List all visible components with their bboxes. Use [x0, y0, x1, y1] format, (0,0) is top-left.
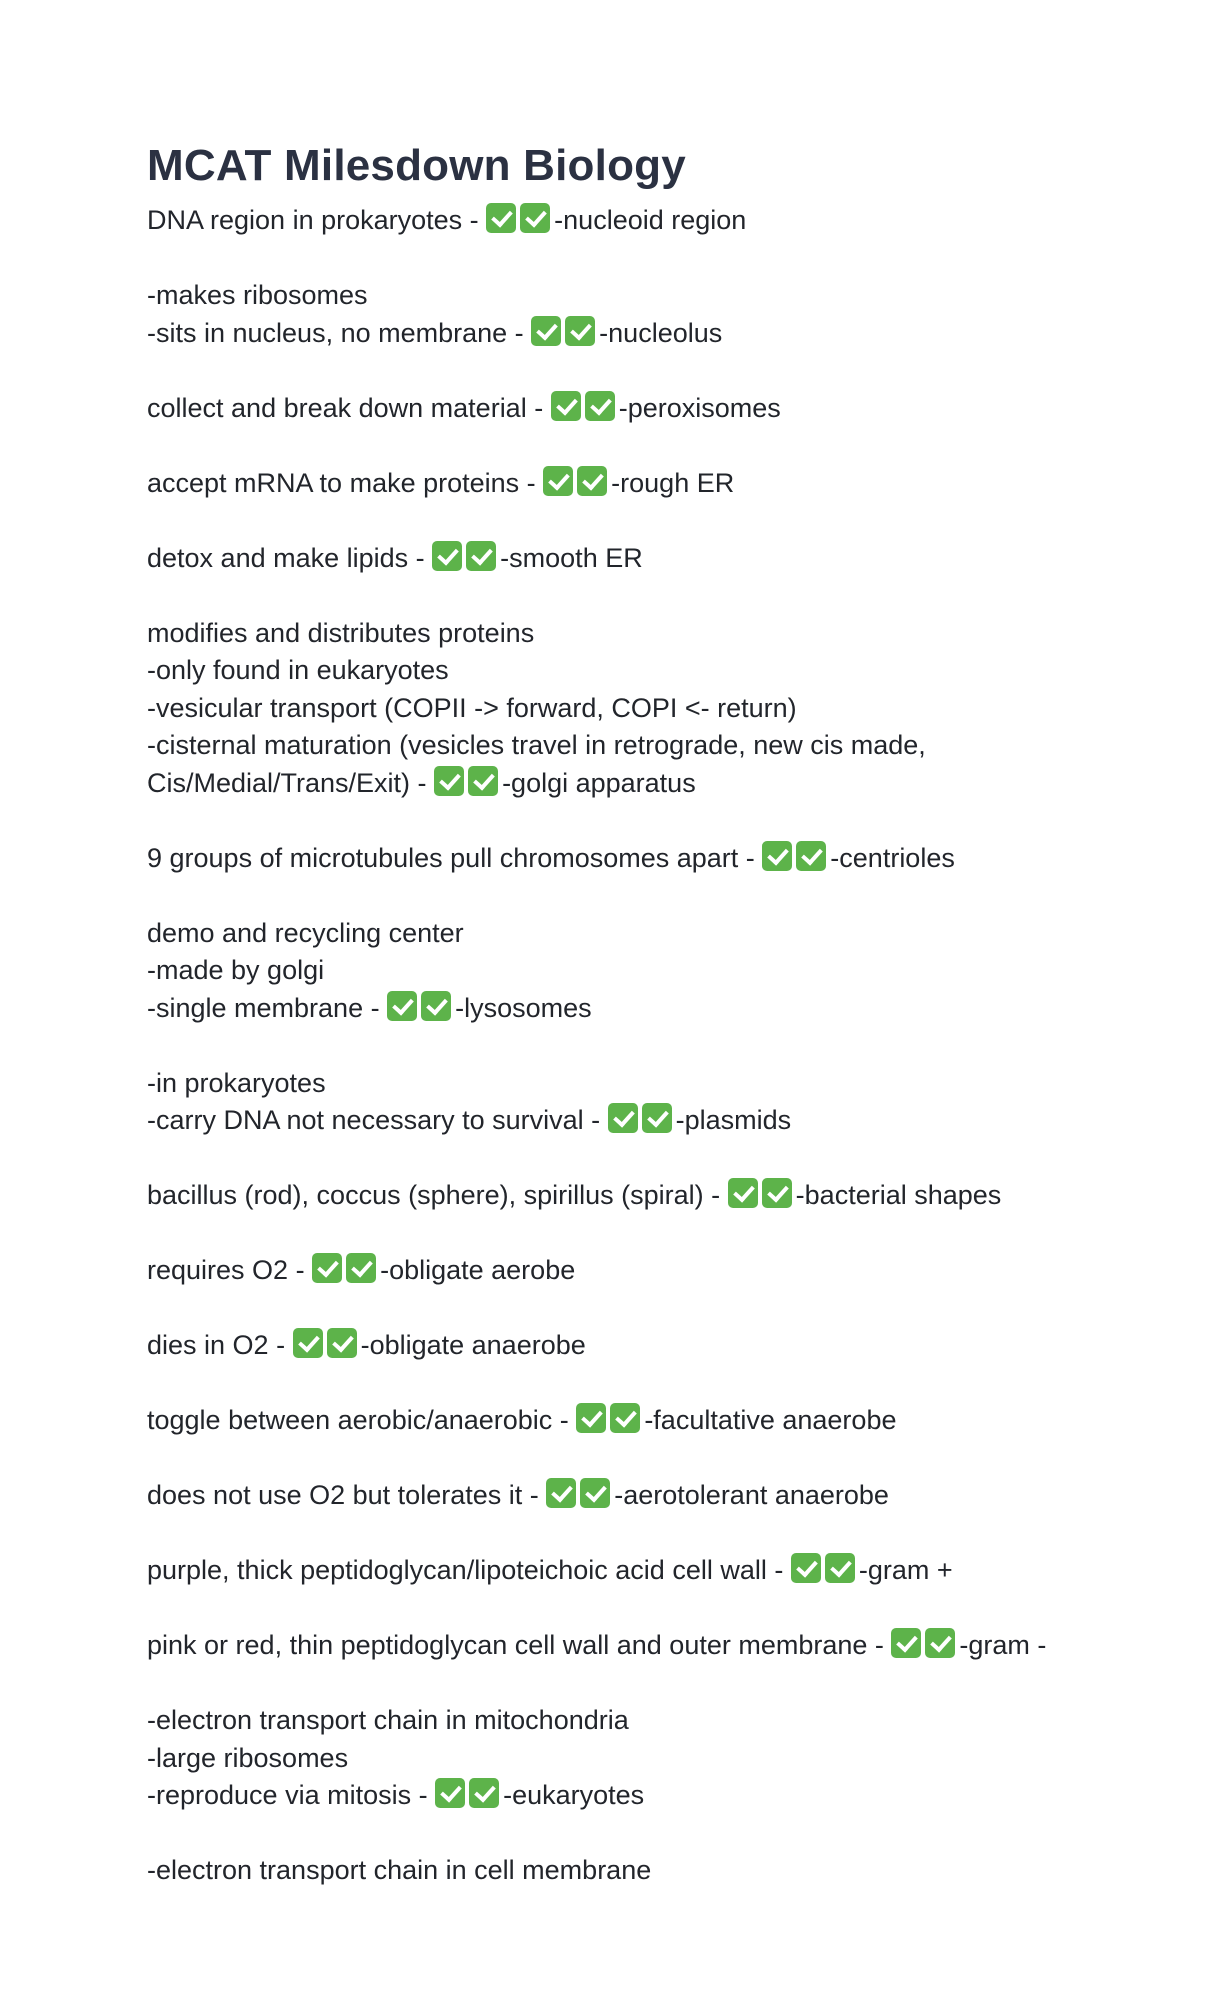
- flashcard: [147, 277, 1147, 352]
- check-mark-button-icon: [576, 1403, 606, 1433]
- flashcard-answer: -lysosomes: [455, 992, 592, 1023]
- flashcard-answer: -obligate anaerobe: [360, 1330, 586, 1360]
- flashcard: [147, 1627, 1147, 1665]
- flashcard-answer: -nucleoid region: [554, 205, 747, 235]
- check-mark-button-icon: [585, 391, 615, 421]
- flashcard-prompt: detox and make lipids -: [147, 542, 425, 573]
- check-marks: [551, 390, 619, 428]
- flashcard-final-line: [147, 465, 1147, 503]
- check-mark-button-icon: [293, 1328, 323, 1358]
- check-mark-button-icon: [434, 766, 464, 796]
- flashcard: [147, 1252, 1147, 1290]
- check-marks: [435, 1777, 503, 1815]
- flashcard-term-line: -in prokaryotes: [147, 1067, 326, 1098]
- flashcard-list: [147, 202, 1147, 1890]
- check-marks: [576, 1402, 644, 1440]
- flashcard-term-line: -vesicular transport (COPII -> forward, COPI <- return): [147, 692, 797, 723]
- flashcard-final-line: [147, 390, 1147, 428]
- check-marks: [486, 202, 554, 240]
- check-marks: [543, 465, 611, 503]
- flashcard: [147, 465, 1147, 503]
- check-mark-button-icon: [468, 766, 498, 796]
- flashcard-prompt: Cis/Medial/Trans/Exit) -: [147, 767, 427, 798]
- flashcard: [147, 202, 1147, 240]
- flashcard-answer: -golgi apparatus: [502, 767, 696, 798]
- flashcard-answer: -centrioles: [830, 842, 955, 873]
- check-mark-button-icon: [469, 1778, 499, 1808]
- flashcard: [147, 1177, 1147, 1215]
- check-mark-button-icon: [565, 316, 595, 346]
- flashcard-final-line: [147, 1252, 1147, 1290]
- check-mark-button-icon: [825, 1553, 855, 1583]
- check-mark-button-icon: [432, 541, 462, 571]
- flashcard-final-line: [147, 1177, 1147, 1215]
- check-marks: [728, 1177, 796, 1215]
- flashcard-term-line: -made by golgi: [147, 955, 325, 985]
- flashcard-final-line: [147, 1327, 1147, 1365]
- check-mark-button-icon: [577, 466, 607, 496]
- check-mark-button-icon: [466, 541, 496, 571]
- flashcard-prompt: does not use O2 but tolerates it -: [147, 1480, 539, 1510]
- check-marks: [293, 1327, 361, 1365]
- flashcard-answer: -obligate aerobe: [380, 1255, 576, 1285]
- flashcard-final-line: [147, 202, 1147, 240]
- check-mark-button-icon: [546, 1478, 576, 1508]
- flashcard-answer: -aerotolerant anaerobe: [614, 1480, 889, 1510]
- flashcard: [147, 1327, 1147, 1365]
- flashcard-prompt: dies in O2 -: [147, 1330, 286, 1360]
- check-mark-button-icon: [551, 391, 581, 421]
- check-mark-button-icon: [312, 1253, 342, 1283]
- flashcard-final-line: [147, 1477, 1147, 1515]
- check-mark-button-icon: [435, 1778, 465, 1808]
- check-mark-button-icon: [642, 1103, 672, 1133]
- document-page: [147, 140, 1147, 1927]
- flashcard-final-line: [147, 1852, 1147, 1890]
- check-mark-button-icon: [387, 991, 417, 1021]
- check-marks: [432, 540, 500, 578]
- flashcard-prompt: 9 groups of microtubules pull chromosomes apart -: [147, 842, 755, 873]
- flashcard: [147, 915, 1147, 1028]
- check-mark-button-icon: [486, 203, 516, 233]
- flashcard: [147, 390, 1147, 428]
- flashcard: [147, 1552, 1147, 1590]
- flashcard-answer: -bacterial shapes: [795, 1180, 1002, 1210]
- flashcard-answer: -gram -: [959, 1630, 1047, 1660]
- check-mark-button-icon: [421, 991, 451, 1021]
- flashcard-final-line: [147, 990, 1147, 1028]
- check-mark-button-icon: [580, 1478, 610, 1508]
- check-mark-button-icon: [608, 1103, 638, 1133]
- flashcard-prompt: requires O2 -: [147, 1255, 305, 1285]
- flashcard-term-line: -cisternal maturation (vesicles travel in retrograde, new cis made,: [147, 730, 926, 760]
- flashcard-final-line: [147, 840, 1147, 878]
- check-marks: [312, 1252, 380, 1290]
- flashcard-answer: -gram +: [858, 1555, 953, 1585]
- flashcard-prompt: toggle between aerobic/anaerobic -: [147, 1405, 569, 1435]
- check-marks: [791, 1552, 859, 1590]
- check-marks: [387, 990, 455, 1028]
- flashcard-final-line: [147, 540, 1147, 578]
- flashcard-final-line: [147, 1402, 1147, 1440]
- flashcard-prompt: -single membrane -: [147, 992, 380, 1023]
- flashcard-prompt: collect and break down material -: [147, 392, 544, 423]
- flashcard-prompt: -reproduce via mitosis -: [147, 1780, 428, 1810]
- flashcard-prompt: DNA region in prokaryotes -: [147, 205, 479, 235]
- flashcard: [147, 615, 1147, 803]
- check-mark-button-icon: [531, 316, 561, 346]
- check-marks: [762, 840, 830, 878]
- flashcard-answer: -nucleolus: [599, 317, 723, 348]
- flashcard-term-line: -makes ribosomes: [147, 280, 368, 310]
- flashcard-final-line: [147, 765, 1147, 803]
- check-mark-button-icon: [327, 1328, 357, 1358]
- check-mark-button-icon: [791, 1553, 821, 1583]
- flashcard-term-line: -large ribosomes: [147, 1742, 349, 1773]
- flashcard-answer: -smooth ER: [500, 542, 643, 573]
- flashcard-prompt: accept mRNA to make proteins -: [147, 467, 536, 498]
- check-mark-button-icon: [346, 1253, 376, 1283]
- check-mark-button-icon: [543, 466, 573, 496]
- check-marks: [608, 1102, 676, 1140]
- check-mark-button-icon: [925, 1628, 955, 1658]
- flashcard: [147, 1702, 1147, 1815]
- flashcard-final-line: [147, 1102, 1147, 1140]
- check-mark-button-icon: [610, 1403, 640, 1433]
- document-title: MCAT Milesdown Biology: [147, 141, 686, 190]
- check-mark-button-icon: [520, 203, 550, 233]
- flashcard-term-line: -electron transport chain in mitochondria: [147, 1705, 629, 1735]
- flashcard-final-line: [147, 1627, 1147, 1665]
- flashcard-prompt: -electron transport chain in cell membrane: [147, 1855, 652, 1885]
- flashcard-prompt: -sits in nucleus, no membrane -: [147, 317, 524, 348]
- check-mark-button-icon: [762, 1178, 792, 1208]
- flashcard-final-line: [147, 1552, 1147, 1590]
- check-marks: [531, 315, 599, 353]
- flashcard-answer: -rough ER: [611, 467, 735, 498]
- check-marks: [891, 1627, 959, 1665]
- flashcard-term-line: demo and recycling center: [147, 917, 464, 948]
- flashcard-prompt: pink or red, thin peptidoglycan cell wall and outer membrane -: [147, 1630, 884, 1660]
- flashcard: [147, 1065, 1147, 1140]
- flashcard: [147, 1402, 1147, 1440]
- flashcard-answer: -peroxisomes: [618, 392, 781, 423]
- flashcard-answer: -eukaryotes: [503, 1780, 645, 1810]
- check-mark-button-icon: [891, 1628, 921, 1658]
- flashcard: [147, 1852, 1147, 1890]
- flashcard-term-line: -only found in eukaryotes: [147, 655, 449, 685]
- check-mark-button-icon: [728, 1178, 758, 1208]
- flashcard-final-line: [147, 1777, 1147, 1815]
- flashcard-final-line: [147, 315, 1147, 353]
- flashcard-answer: -facultative anaerobe: [644, 1405, 897, 1435]
- flashcard: [147, 840, 1147, 878]
- check-mark-button-icon: [796, 841, 826, 871]
- flashcard: [147, 1477, 1147, 1515]
- check-mark-button-icon: [762, 841, 792, 871]
- flashcard: [147, 540, 1147, 578]
- check-marks: [434, 765, 502, 803]
- check-marks: [546, 1477, 614, 1515]
- flashcard-answer: -plasmids: [675, 1105, 792, 1135]
- flashcard-prompt: -carry DNA not necessary to survival -: [147, 1105, 601, 1135]
- flashcard-term-line: modifies and distributes proteins: [147, 617, 535, 648]
- flashcard-prompt: purple, thick peptidoglycan/lipoteichoic acid cell wall -: [147, 1555, 784, 1585]
- flashcard-prompt: bacillus (rod), coccus (sphere), spirillus (spiral) -: [147, 1180, 721, 1210]
